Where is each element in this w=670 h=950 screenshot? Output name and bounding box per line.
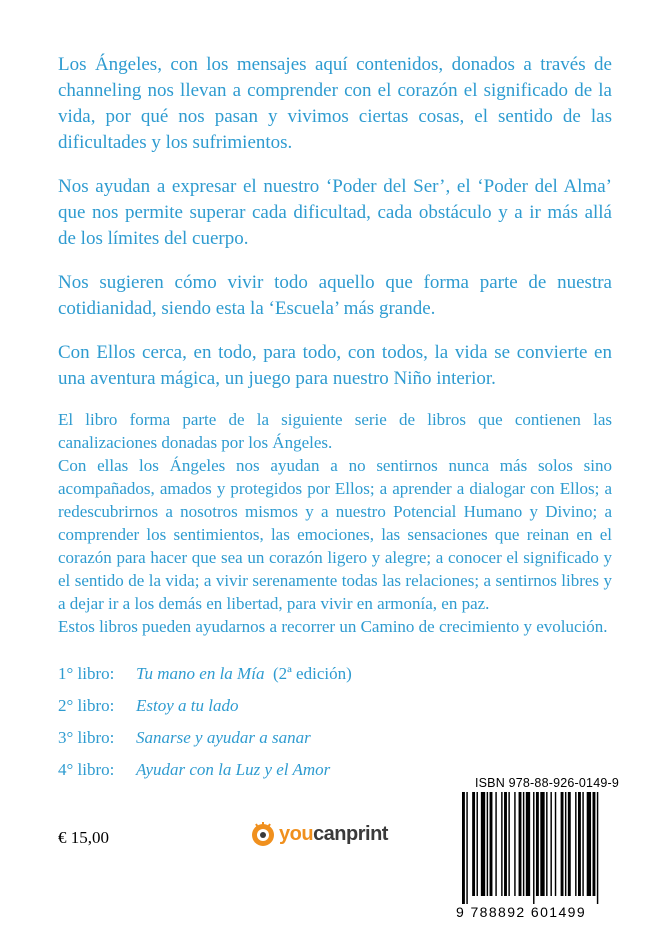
book-number: 4° libro:: [58, 760, 115, 779]
book-number: 2° libro:: [58, 696, 115, 715]
price-label: € 15,00: [58, 828, 109, 847]
series-paragraph-2: Con ellas los Ángeles nos ayudan a no sentirnos nunca más solos sino acompañados, amados y protegidos por Ellos; a aprender a dialogar con Ellos; a redescubrirnos a nosotros mismos y a nuestro Potencial Humano y Divino; a comprender los sentimientos, las emociones, las sensaciones que reinan en el corazón para hacer que sea un corazón ligero y alegre; a conocer el significado y el sentido de la vida; a vivir serenamente todas las relaciones; a sentirnos libres y a dejar ir a los demás en libertad, para vivir en armonía, en paz.: [58, 456, 612, 613]
book-item: [58, 758, 478, 781]
book-item: [58, 662, 478, 685]
isbn-label: ISBN 978-88-926-0149-9: [474, 776, 620, 790]
publisher-logo-text: [279, 823, 388, 846]
intro-paragraph-3: Nos sugieren cómo vivir todo aquello que forma parte de nuestra cotidianidad, siendo esta la ‘Escuela’ más grande.: [58, 272, 612, 319]
book-edition: (2ª edición): [264, 664, 352, 683]
book-title: Sanarse y ayudar a sanar: [136, 728, 311, 747]
intro-paragraph-2: Nos ayudan a expresar el nuestro ‘Poder del Ser’, el ‘Poder del Alma’ que nos permite superar cada dificultad, cada obstáculo y a ir más allá de los límites del cuerpo.: [58, 176, 612, 249]
intro-paragraph-1: Los Ángeles, con los mensajes aquí contenidos, donados a través de channeling nos llevan a comprender con el corazón el significado de la vida, por qué nos pasan y vivimos ciertas cosas, el sentido de las dificultades y los sufrimientos.: [58, 54, 612, 153]
isbn-barcode: [454, 774, 640, 938]
book-item: [58, 694, 478, 717]
book-number: 1° libro:: [58, 664, 115, 683]
book-number: 3° libro:: [58, 728, 115, 747]
publisher-logo-icon: [250, 820, 276, 848]
back-cover-text: [58, 52, 612, 638]
series-paragraph-1: El libro forma parte de la siguiente serie de libros que contienen las canalizaciones donadas por los Ángeles.: [58, 410, 612, 452]
publisher-logo: [250, 820, 388, 848]
barcode-digits: 9 788892 601499: [456, 904, 586, 920]
intro-paragraph-4: Con Ellos cerca, en todo, para todo, con todos, la vida se convierte en una aventura mágica, un juego para nuestro Niño interior.: [58, 342, 612, 389]
series-paragraph-3: Estos libros pueden ayudarnos a recorrer un Camino de crecimiento y evolución.: [58, 617, 608, 636]
book-title: Estoy a tu lado: [136, 696, 239, 715]
publisher-logo-text-part1: you: [279, 822, 314, 845]
series-description: [58, 408, 612, 638]
publisher-logo-text-part2: canprint: [313, 822, 388, 845]
book-title: Tu mano en la Mía: [136, 664, 265, 683]
book-item: [58, 726, 478, 749]
barcode-icon: [454, 790, 640, 906]
book-title: Ayudar con la Luz y el Amor: [136, 760, 331, 779]
book-series-list: [58, 662, 478, 790]
